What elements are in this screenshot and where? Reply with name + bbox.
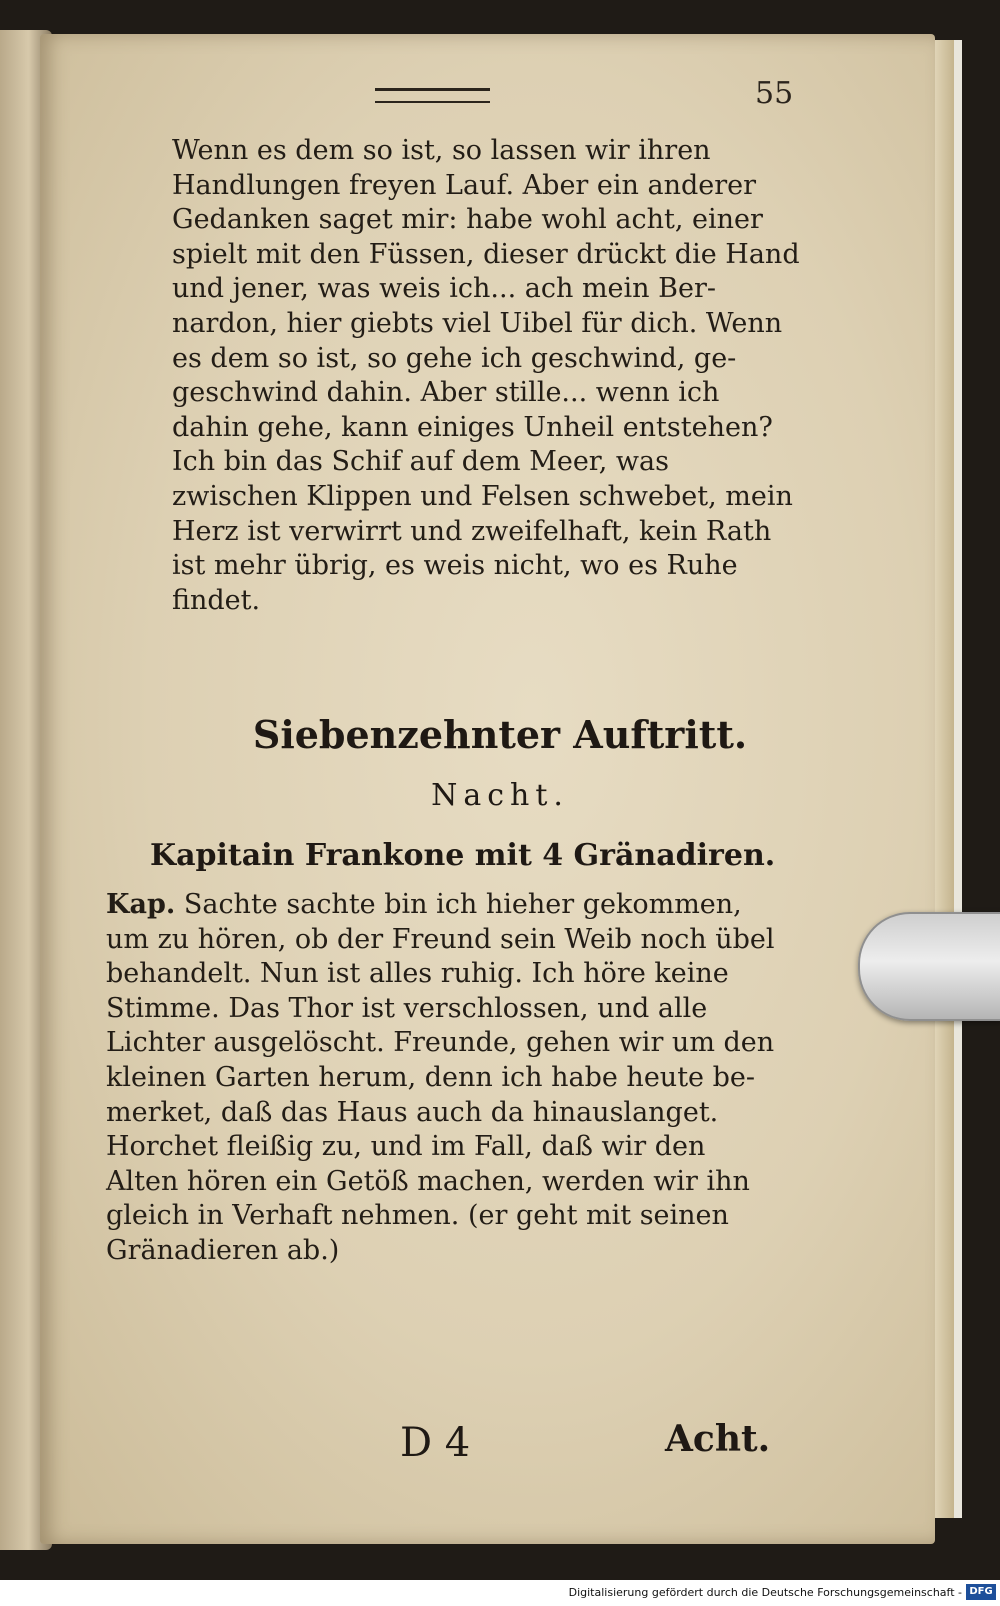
text-line: Alten hören ein Getöß machen, werden wir ihn (106, 1165, 750, 1197)
text-line: findet. (172, 584, 261, 616)
text-line-content: Sachte sachte bin ich hieher gekommen, (183, 889, 742, 920)
text-line: behandelt. Nun ist alles ruhig. Ich höre keine (106, 958, 729, 990)
text-line: gleich in Verhaft nehmen. (er geht mit seinen (106, 1200, 729, 1232)
scene-subtitle: Nacht. (431, 778, 569, 813)
text-line: ist mehr übrig, es weis nicht, wo es Ruhe (172, 550, 738, 582)
scene-title: Siebenzehnter Auftritt. (252, 712, 748, 757)
text-line: um zu hören, ob der Freund sein Weib noch übel (106, 923, 775, 955)
text-line: Stimme. Das Thor ist verschlossen, und alle (106, 992, 708, 1024)
catchword: Acht. (665, 1418, 771, 1460)
text-line: geschwind dahin. Aber stille... wenn ich (172, 377, 720, 409)
text-block-dialogue (106, 888, 796, 1269)
text-line: Herz ist verwirrt und zweifelhaft, kein Rath (172, 515, 772, 547)
text-block-monologue (172, 134, 800, 618)
speaker-label: Kap. (106, 889, 176, 920)
text-line: Gränadieren ab.) (106, 1234, 340, 1266)
page-number: 55 (755, 76, 794, 111)
signature-mark: D 4 (400, 1420, 471, 1466)
text-line: dahin gehe, kann einiges Unheil entstehen? (172, 411, 773, 443)
dfg-logo: DFG (966, 1584, 996, 1600)
text-line: Ich bin das Schif auf dem Meer, was (172, 446, 669, 478)
footer-credit: Digitalisierung gefördert durch die Deutsche Forschungsgemeinschaft - (568, 1586, 962, 1599)
text-line: es dem so ist, so gehe ich geschwind, ge- (172, 342, 737, 374)
text-line: Gedanken saget mir: habe wohl acht, einer (172, 204, 763, 236)
cast-list: Kapitain Frankone mit 4 Gränadiren. (150, 838, 776, 873)
text-line: und jener, was weis ich... ach mein Ber- (172, 273, 716, 305)
text-line: spielt mit den Füssen, dieser drückt die Hand (172, 238, 800, 270)
text-line: kleinen Garten herum, denn ich habe heute be- (106, 1061, 755, 1093)
text-line: Handlungen freyen Lauf. Aber ein anderer (172, 169, 757, 201)
text-line-first (106, 888, 796, 923)
text-line: nardon, hier giebts viel Uibel für dich. Wenn (172, 307, 783, 339)
text-line: zwischen Klippen und Felsen schwebet, mein (172, 480, 793, 512)
text-line: merket, daß das Haus auch da hinauslanget. (106, 1096, 719, 1128)
header-rule (375, 88, 490, 103)
text-line: Horchet fleißig zu, und im Fall, daß wir den (106, 1131, 706, 1163)
text-line: Wenn es dem so ist, so lassen wir ihren (172, 135, 711, 166)
text-line: Lichter ausgelöscht. Freunde, gehen wir um den (106, 1027, 775, 1059)
page-clip (858, 912, 1000, 1021)
